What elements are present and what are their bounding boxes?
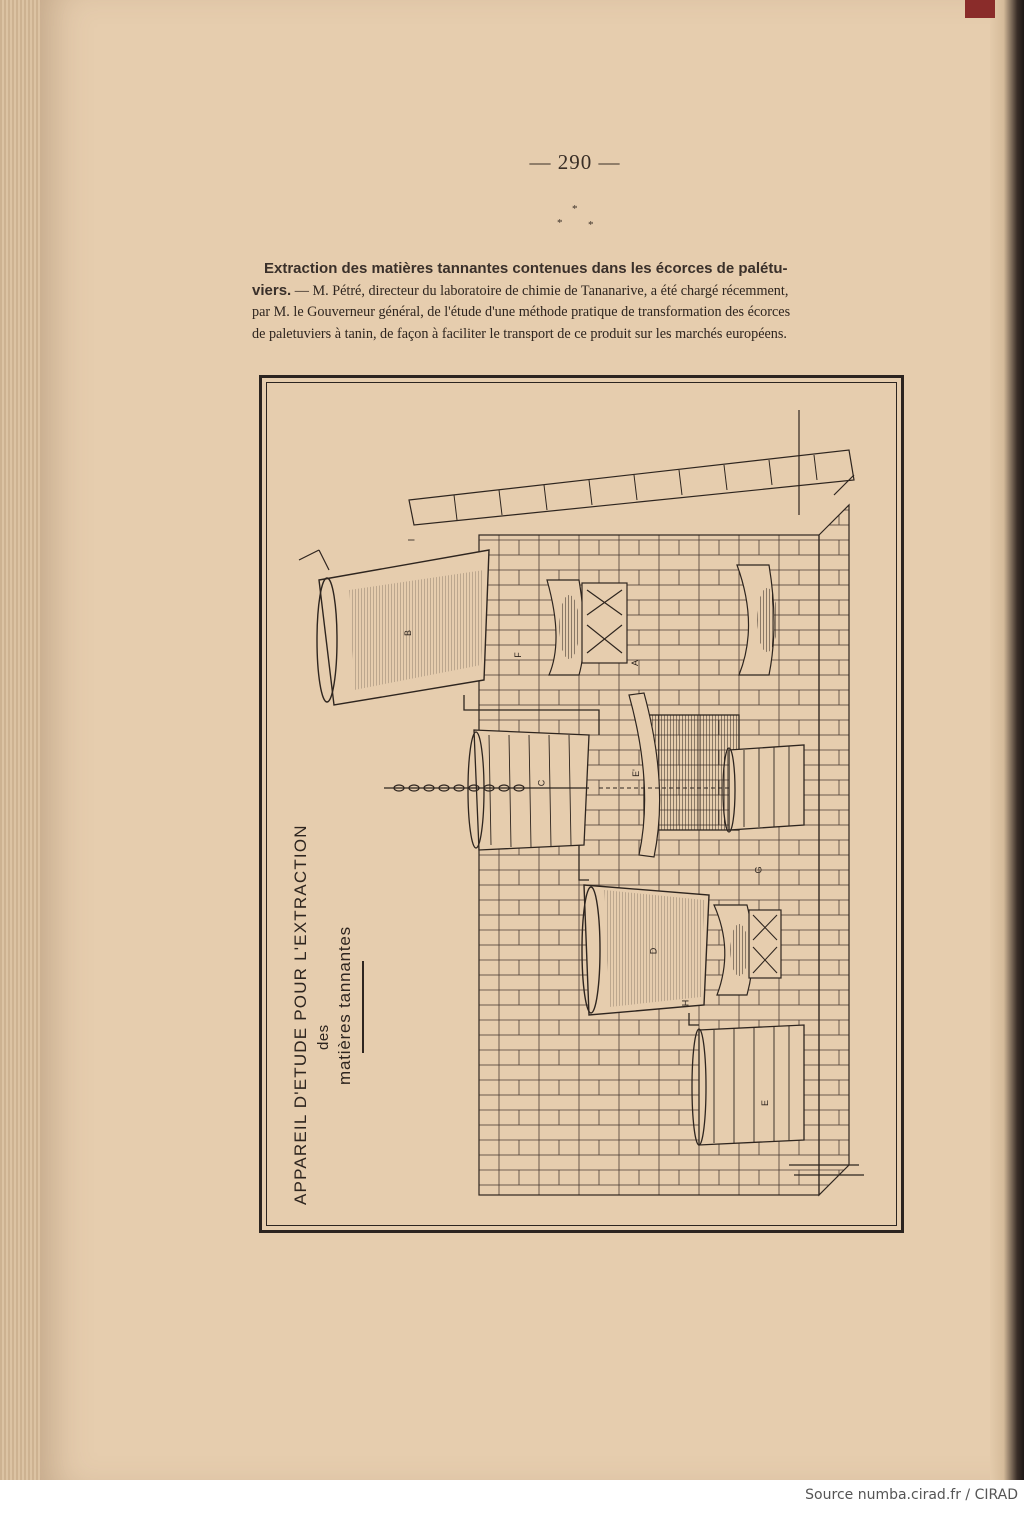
label-h: H [680, 999, 691, 1007]
label-e-prime: E' [630, 769, 641, 777]
tub-upper-right [723, 745, 804, 832]
caption-underline [362, 961, 364, 1053]
label-d: D [648, 947, 659, 955]
ladder-frame [409, 410, 854, 525]
caption-title: APPAREIL D'ETUDE POUR L'EXTRACTION [291, 824, 310, 1205]
label-i: I [406, 538, 417, 542]
article-paragraph [252, 258, 912, 345]
label-a: A [630, 659, 641, 667]
tub-c [468, 730, 589, 850]
label-f: F [512, 652, 523, 658]
fire-opening-upper [547, 580, 627, 675]
caption-line-matieres: matières tannantes [335, 926, 354, 1085]
label-b: B [403, 629, 414, 637]
article-body-line: par M. le Gouverneur général, de l'étude d'une méthode pratique de transformation des écorces [252, 304, 791, 320]
label-g: G [753, 866, 764, 874]
cauldron-d [582, 885, 709, 1015]
article-body-line: — M. Pétré, directeur du laboratoire de chimie de Tananarive, a été chargé récemment, [291, 282, 789, 299]
section-separator-stars [555, 203, 605, 237]
label-e: E [760, 1099, 771, 1107]
extraction-apparatus-illustration [259, 375, 904, 1233]
article-body-line: de paletuviers à tanin, de façon à faciliter le transport de ce produit sur les marchés européens. [252, 325, 787, 342]
label-c: C [536, 779, 547, 787]
separator-star: * [557, 217, 563, 229]
separator-star: * [588, 219, 594, 231]
binding-red-edge [965, 0, 995, 18]
tub-e [692, 1025, 804, 1145]
cauldron-b [299, 550, 489, 705]
article-headline: Extraction des matières tannantes contenues dans les écorces de palétu- [264, 260, 788, 277]
article-line [252, 280, 912, 303]
right-page-edge [990, 0, 1024, 1480]
source-credit: Source numba.cirad.fr / CIRAD [805, 1487, 1018, 1503]
article-headline-end: viers. [252, 281, 292, 299]
separator-star: * [572, 203, 578, 215]
caption-line-des: des [315, 1024, 332, 1050]
page-number: — 290 — [529, 150, 621, 174]
